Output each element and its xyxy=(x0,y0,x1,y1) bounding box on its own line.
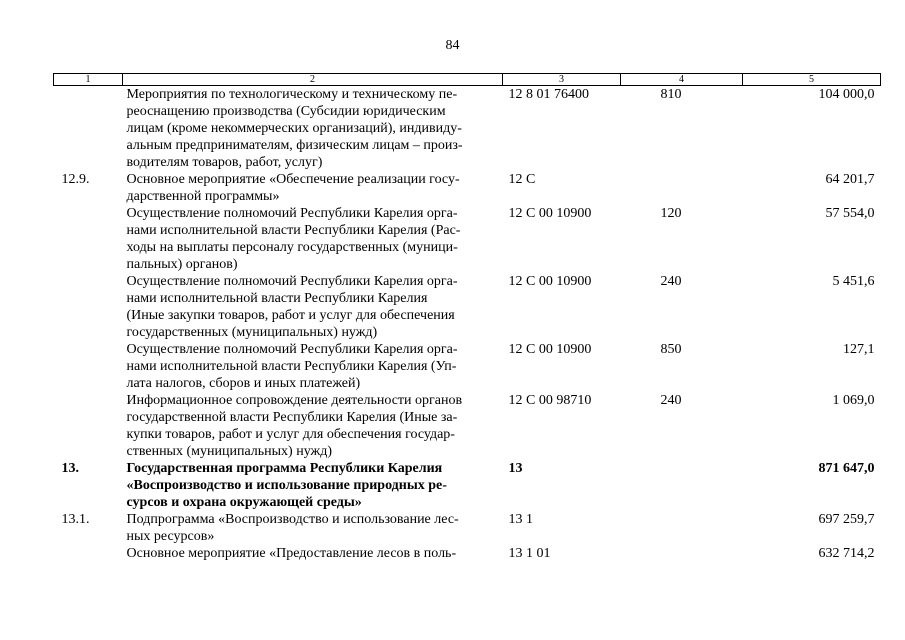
description-line: дарственной программы» xyxy=(126,189,280,204)
table-row xyxy=(54,273,881,341)
description-line: ходы на выплаты персоналу государственных (муници- xyxy=(126,240,458,255)
row-description xyxy=(123,171,503,205)
row-description xyxy=(123,392,503,460)
description-line: (Иные закупки товаров, работ и услуг для обеспечения xyxy=(126,308,455,323)
row-expense-type: 240 xyxy=(660,274,682,289)
column-header-1: 1 xyxy=(54,74,123,86)
description-line: государственной власти Республики Карелия (Иные за- xyxy=(126,410,458,425)
row-description xyxy=(123,205,503,273)
row-amount: 57 554,0 xyxy=(825,206,875,221)
description-line: нами исполнительной власти Республики Карелия xyxy=(126,291,428,306)
row-amount: 632 714,2 xyxy=(818,546,875,561)
row-number xyxy=(54,86,123,172)
row-expense-type: 240 xyxy=(660,393,682,408)
row-target-code: 12 С 00 10900 xyxy=(508,206,592,221)
row-number xyxy=(54,341,123,392)
description-line: Осуществление полномочий Республики Карелия орга- xyxy=(126,206,458,221)
description-line: пальных) органов) xyxy=(126,257,238,272)
row-description xyxy=(123,545,503,562)
row-expense-type: 810 xyxy=(660,87,682,102)
column-header-4: 4 xyxy=(621,74,743,86)
row-number: 13.1. xyxy=(61,512,90,527)
description-line: водителям товаров, работ, услуг) xyxy=(126,155,323,170)
row-number xyxy=(54,205,123,273)
row-number: 12.9. xyxy=(61,172,90,187)
description-line: лицам (кроме некоммерческих организаций), индивиду- xyxy=(126,121,462,136)
table-row xyxy=(54,511,881,545)
row-target-code: 12 С 00 10900 xyxy=(508,342,592,357)
description-line: «Воспроизводство и использование природных ре- xyxy=(126,478,447,493)
row-expense-type xyxy=(621,171,743,205)
description-line: Основное мероприятие «Обеспечение реализации госу- xyxy=(126,172,460,187)
row-target-code: 12 С xyxy=(508,172,536,187)
row-amount: 697 259,7 xyxy=(818,512,875,527)
row-description xyxy=(123,341,503,392)
row-amount: 104 000,0 xyxy=(818,87,875,102)
row-number xyxy=(54,392,123,460)
row-number xyxy=(54,273,123,341)
description-line: Основное мероприятие «Предоставление лесов в поль- xyxy=(126,546,457,561)
row-target-code: 13 xyxy=(508,461,523,476)
description-line: нами исполнительной власти Республики Карелия (Рас- xyxy=(126,223,461,238)
page-number: 84 xyxy=(445,38,460,53)
row-expense-type xyxy=(621,460,743,511)
table-row xyxy=(54,171,881,205)
description-line: нами исполнительной власти Республики Карелия (Уп- xyxy=(126,359,457,374)
table-row xyxy=(54,460,881,511)
description-line: Подпрограмма «Воспроизводство и использование лес- xyxy=(126,512,459,527)
row-expense-type: 850 xyxy=(660,342,682,357)
row-expense-type xyxy=(621,511,743,545)
table-row xyxy=(54,205,881,273)
description-line: ственных (муниципальных) нужд) xyxy=(126,444,332,459)
budget-table xyxy=(53,73,881,562)
table-row xyxy=(54,86,881,172)
row-amount: 64 201,7 xyxy=(825,172,875,187)
description-line: сурсов и охрана окружающей среды» xyxy=(126,495,362,510)
table-row xyxy=(54,545,881,562)
row-expense-type: 120 xyxy=(660,206,682,221)
table-row xyxy=(54,392,881,460)
column-header-2: 2 xyxy=(123,74,503,86)
description-line: купки товаров, работ и услуг для обеспечения государ- xyxy=(126,427,455,442)
row-target-code: 13 1 xyxy=(508,512,533,527)
row-description xyxy=(123,460,503,511)
row-target-code: 12 8 01 76400 xyxy=(508,87,589,102)
row-amount: 871 647,0 xyxy=(818,461,875,476)
description-line: Государственная программа Республики Карелия xyxy=(126,461,443,476)
description-line: ных ресурсов» xyxy=(126,529,215,544)
description-line: альным предпринимателям, физическим лицам – произ- xyxy=(126,138,463,153)
description-line: Осуществление полномочий Республики Карелия орга- xyxy=(126,342,458,357)
row-number xyxy=(54,545,123,562)
column-header-5: 5 xyxy=(743,74,881,86)
column-header-3: 3 xyxy=(503,74,621,86)
row-amount: 1 069,0 xyxy=(832,393,875,408)
row-target-code: 12 С 00 98710 xyxy=(508,393,592,408)
description-line: Осуществление полномочий Республики Карелия орга- xyxy=(126,274,458,289)
row-description xyxy=(123,86,503,172)
description-line: реоснащению производства (Субсидии юридическим xyxy=(126,104,446,119)
row-expense-type xyxy=(621,545,743,562)
description-line: Мероприятия по технологическому и техническому пе- xyxy=(126,87,458,102)
table-row xyxy=(54,341,881,392)
row-description xyxy=(123,511,503,545)
description-line: государственных (муниципальных) нужд) xyxy=(126,325,378,340)
row-target-code: 12 С 00 10900 xyxy=(508,274,592,289)
row-amount: 127,1 xyxy=(843,342,875,357)
description-line: Информационное сопровождение деятельности органов xyxy=(126,393,463,408)
row-number: 13. xyxy=(61,461,79,476)
row-target-code: 13 1 01 xyxy=(508,546,551,561)
table-header xyxy=(54,74,881,86)
table-body xyxy=(54,86,881,563)
description-line: лата налогов, сборов и иных платежей) xyxy=(126,376,361,391)
row-amount: 5 451,6 xyxy=(832,274,875,289)
row-description xyxy=(123,273,503,341)
